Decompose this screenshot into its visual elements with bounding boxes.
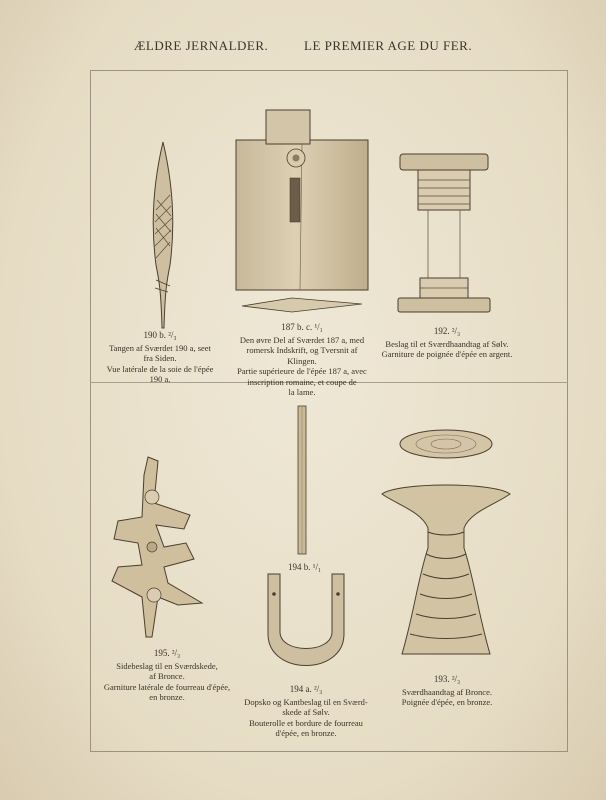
figure-194b-rod — [292, 404, 312, 556]
caption-line: inscription romaine, et coupe de — [247, 376, 357, 387]
caption-line: d'épée, en bronze. — [275, 728, 337, 738]
caption-line: skede af Sølv. — [282, 707, 330, 717]
caption-194a — [236, 684, 376, 739]
figure-number: 194 a. ²/₃ — [289, 684, 323, 694]
caption-line: Garniture de poignée d'épée en argent. — [381, 349, 513, 359]
caption-line: Tangen af Sværdet 190 a, seet — [109, 342, 211, 353]
caption-190b — [100, 330, 220, 385]
figure-195-side-mount — [108, 455, 218, 640]
caption-line: af Bronce. — [149, 671, 185, 681]
caption-line: Sidebeslag til en Sværdskede, — [116, 660, 218, 671]
caption-line: la lame. — [288, 387, 316, 397]
caption-line: Klingen. — [287, 355, 317, 366]
caption-193 — [372, 674, 522, 708]
caption-line: Sværdhaandtag af Bronce. — [402, 686, 492, 697]
caption-187b — [232, 322, 372, 398]
caption-192 — [372, 326, 522, 360]
figure-190b-tang — [138, 140, 188, 330]
figure-193-sword-handle — [378, 428, 514, 668]
caption-line: Poignée d'épée, en bronze. — [401, 697, 493, 707]
figure-number: 192. ²/₃ — [433, 326, 461, 336]
figure-194a-chape — [262, 572, 350, 677]
caption-line: Dopsko og Kantbeslag til en Sværd- — [244, 696, 368, 707]
caption-line: Den øvre Del af Sværdet 187 a, med — [239, 334, 365, 345]
caption-line: Beslag til et Sværdhaandtag af Sølv. — [385, 338, 509, 349]
caption-line: Garniture latérale de fourreau d'épée, — [103, 681, 231, 692]
caption-line: fra Siden. — [143, 353, 177, 363]
header-danish: ÆLDRE JERNALDER. — [133, 38, 269, 53]
figure-number: 187 b. c. ¹/₁ — [281, 322, 323, 332]
caption-195 — [92, 648, 242, 703]
caption-line: 190 a. — [149, 374, 171, 384]
caption-line: en bronze. — [149, 692, 185, 702]
caption-line: Vue latérale de la soie de l'épée — [106, 363, 214, 374]
caption-line: Partie supérieure de l'épée 187 a, avec — [237, 366, 367, 376]
figure-number: 190 b. ²/₃ — [143, 330, 177, 340]
caption-194b: 194 b. ¹/₁ — [288, 562, 322, 572]
page-header — [0, 38, 606, 54]
figure-number: 193. ²/₃ — [433, 674, 461, 684]
caption-line: romersk Indskrift, og Tversnit af — [246, 345, 358, 355]
header-french: LE PREMIER AGE DU FER. — [304, 38, 473, 53]
figure-192-handle-fitting — [394, 150, 494, 320]
figure-number: 195. ²/₃ — [153, 648, 181, 658]
figure-187b-blade — [232, 110, 372, 320]
caption-line: Bouterolle et bordure de fourreau — [249, 717, 363, 728]
